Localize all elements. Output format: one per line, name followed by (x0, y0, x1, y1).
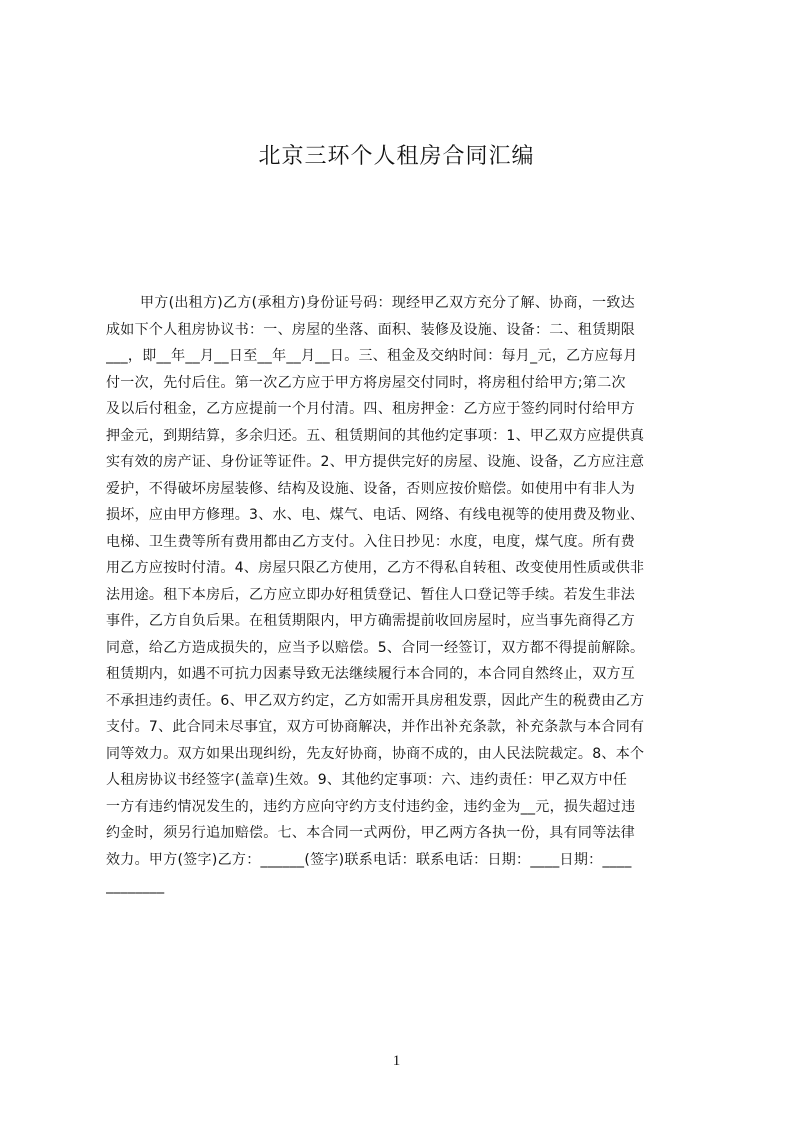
text-line: 同等效力。双方如果出现纠纷，先友好协商，协商不成的，由人民法院裁定。8、本个 (106, 745, 645, 762)
text-line: 爱护，不得破坏房屋装修、结构及设施、设备，否则应按价赔偿。如使用中有非人为 (106, 480, 636, 497)
text-line: 成如下个人租房协议书：一、房屋的坐落、面积、装修及设施、设备：二、租赁期限 (106, 321, 636, 338)
document-title: 北京三环个人租房合同汇编 (258, 144, 535, 169)
text-line: 不承担违约责任。6、甲乙双方约定，乙方如需开具房租发票，因此产生的税费由乙方 (106, 692, 645, 709)
contract-paragraph (106, 290, 698, 900)
text-line-content: 甲方(出租方)乙方(承租方)身份证号码：现经甲乙双方充分了解、协商，一致达 (140, 295, 635, 311)
text-line: 实有效的房产证、身份证等证件。2、甲方提供完好的房屋、设施、设备，乙方应注意 (106, 454, 645, 470)
contract-body (106, 290, 698, 910)
text-line: ___，即__年__月__日至__年__月__日。三、租金及交纳时间：每月_元，乙方应每月 (106, 348, 638, 364)
text-line (106, 290, 698, 317)
page-number: 1 (392, 1053, 401, 1069)
text-line: 租赁期内，如遇不可抗力因素导致无法继续履行本合同的，本合同自然终止，双方互 (106, 666, 636, 682)
text-line: 押金元，到期结算，多余归还。五、租赁期间的其他约定事项：1、甲乙双方应提供真 (106, 427, 645, 444)
text-line: ________ (106, 878, 165, 894)
text-line: 支付。7、此合同未尽事宜，双方可协商解决，并作出补充条款，补充条款与本合同有 (106, 719, 645, 735)
text-line: 电梯、卫生费等所有费用都由乙方支付。入住日抄见：水度，电度，煤气度。所有费 (106, 533, 636, 550)
text-line: 损坏，应由甲方修理。3、水、电、煤气、电话、网络、有线电视等的使用费及物业、 (106, 507, 645, 523)
text-line: 法用途。租下本房后，乙方应立即办好租赁登记、暂住人口登记等手续。若发生非法 (106, 586, 636, 603)
text-line: 同意，给乙方造成损失的，应当予以赔偿。5、合同一经签订，双方都不得提前解除。 (106, 639, 645, 656)
text-line: 事件，乙方自负后果。在租赁期限内，甲方确需提前收回房屋时，应当事先商得乙方 (106, 613, 636, 629)
text-line: 付一次，先付后住。第一次乙方应于甲方将房屋交付同时，将房租付给甲方;第二次 (106, 374, 626, 391)
text-line: 约金时，须另行追加赔偿。七、本合同一式两份，甲乙两方各执一份，具有同等法律 (106, 825, 636, 841)
text-line: 一方有违约情况发生的，违约方应向守约方支付违约金，违约金为__元，损失超过违 (106, 798, 636, 815)
text-line: 人租房协议书经签字(盖章)生效。9、其他约定事项：六、违约责任：甲乙双方中任 (106, 772, 628, 788)
text-line: 用乙方应按时付清。4、房屋只限乙方使用，乙方不得私自转租、改变使用性质或供非 (106, 560, 645, 576)
text-line: 及以后付租金，乙方应提前一个月付清。四、租房押金：乙方应于签约同时付给甲方 (106, 401, 636, 417)
text-line: 效力。甲方(签字)乙方：______(签字)联系电话：联系电话：日期：____日期：____ (106, 851, 632, 868)
